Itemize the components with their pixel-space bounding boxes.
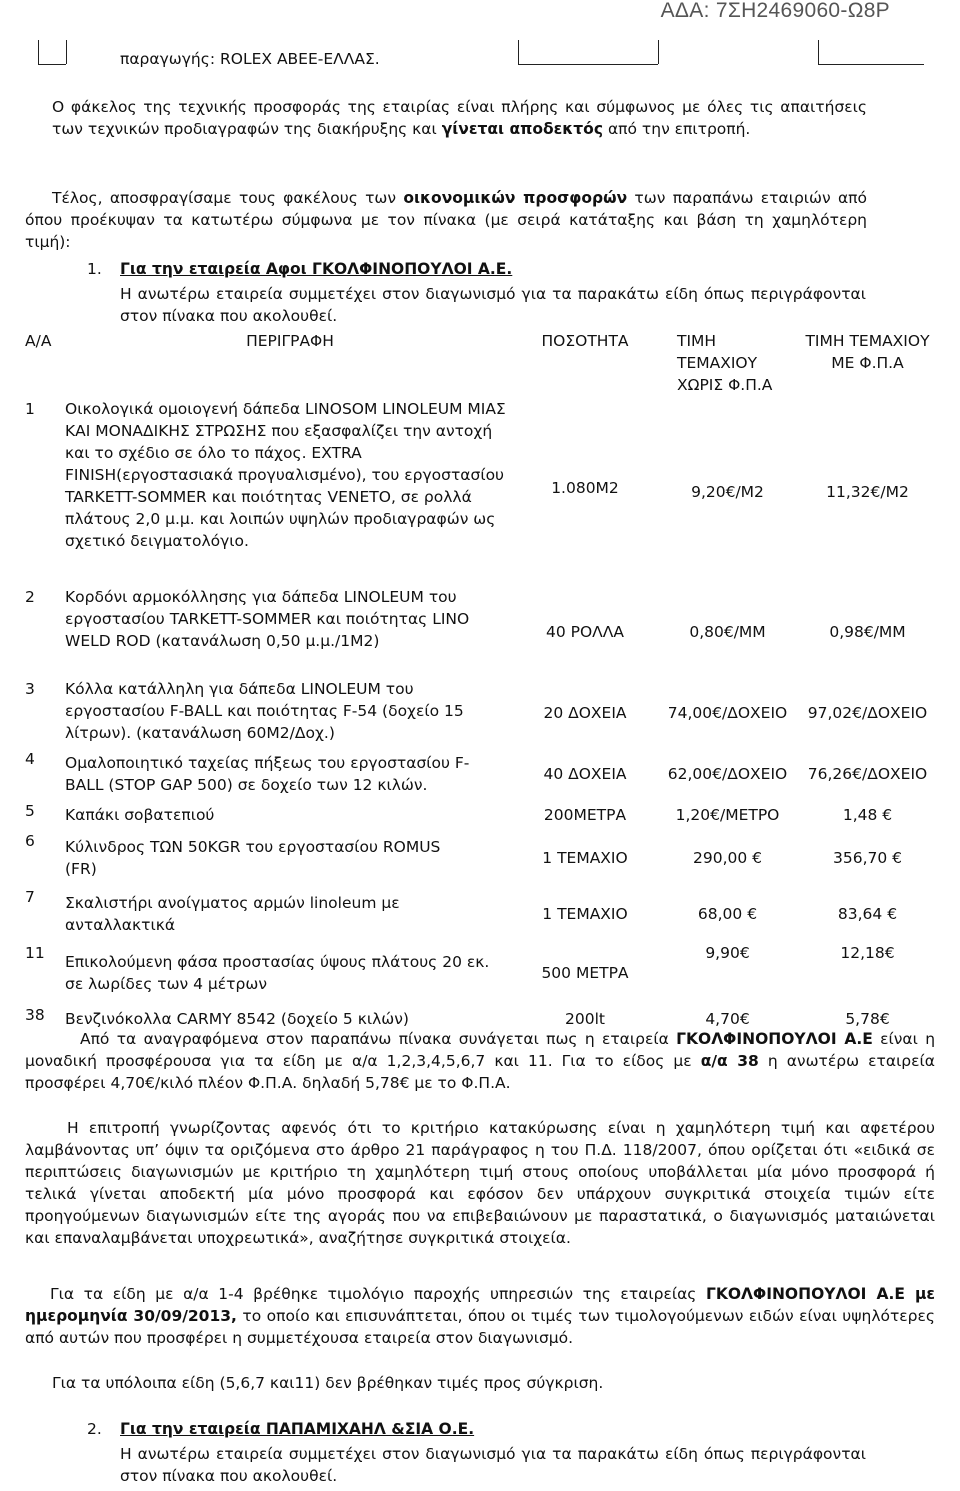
company1-number: 1. <box>87 260 102 278</box>
header-price: ΤΙΜΗ ΤΕΜΑΧΙΟΥ ΧΩΡΙΣ Φ.Π.Α <box>677 332 773 394</box>
row-quantity: 500 ΜΕΤΡΑ <box>541 964 629 982</box>
row-price-vat: 97,02€/ΔΟΧΕΙΟ <box>807 704 928 722</box>
company2-description: Η ανωτέρω εταιρεία συμμετέχει στον διαγωνισμό για τα παρακάτω είδη όπως περιγράφονται στον πίνακα που ακολουθεί. <box>120 1445 866 1485</box>
row-aa: 38 <box>25 1006 45 1024</box>
header-aa: Α/Α <box>25 332 52 350</box>
row-price: 74,00€/ΔΟΧΕΙΟ <box>667 704 788 722</box>
row-price: 9,20€/Μ2 <box>691 483 764 501</box>
row-price: 68,00 € <box>697 905 758 923</box>
table-row <box>25 830 935 886</box>
manufacturer-line: παραγωγής: ROLEX ΑΒΕΕ-ΕΛΛΑΣ. <box>120 50 380 68</box>
row-aa: 7 <box>25 888 35 906</box>
row-aa: 6 <box>25 832 35 850</box>
financial-offers-paragraph: Τέλος, αποσφραγίσαμε τους φακέλους των οικονομικών προσφορών των παραπάνω εταιριών από όπου προέκυψαν τα κατωτέρω σύμφωνα με τον πίνακα (με σειρά κατάταξης και βάση τη χαμηλότερη τιμή): <box>25 189 867 251</box>
row-price-vat: 5,78€ <box>845 1010 890 1028</box>
row-quantity: 200ΜΕΤΡΑ <box>543 806 627 824</box>
table-row <box>25 886 935 942</box>
row-aa: 4 <box>25 750 35 768</box>
row-price: 1,20€/ΜΕΤΡΟ <box>675 806 780 824</box>
row-price-vat: 83,64 € <box>837 905 898 923</box>
table-row <box>25 398 935 586</box>
row-description: Κόλλα κατάλληλη για δάπεδα LINOLEUM του εργοστασίου F-BALL και ποιότητας F-54 (δοχείο 15 λίτρων). (κατανάλωση 60Μ2/Δοχ.) <box>65 680 464 742</box>
row-description: Επικολούμενη φάσα προστασίας ύψους πλάτους 20 εκ. σε λωρίδες των 4 μέτρων <box>65 953 490 993</box>
company2-name: Για την εταιρεία ΠΑΠΑΜΙΧΑΗΛ &ΣΙΑ Ο.Ε. <box>120 1420 475 1438</box>
row-price: 4,70€ <box>705 1010 750 1028</box>
conclusion-paragraph-4: Για τα υπόλοιπα είδη (5,6,7 και11) δεν βρέθηκαν τιμές προς σύγκριση. <box>52 1374 604 1392</box>
row-price: 62,00€/ΔΟΧΕΙΟ <box>667 765 788 783</box>
offers-table <box>25 330 935 1034</box>
row-price-vat: 76,26€/ΔΟΧΕΙΟ <box>807 765 928 783</box>
header-description: ΠΕΡΙΓΡΑΦΗ <box>246 332 334 350</box>
row-description: Οικολογικά ομοιογενή δάπεδα LINOSOM LINOLEUM ΜΙΑΣ ΚΑΙ ΜΟΝΑΔΙΚΗΣ ΣΤΡΩΣΗΣ που εξασφαλίζει την αντοχή και το σχέδιο σε όλο το πάχος. EXTRA FINISH(εργοστασιακά προγυαλισμένο), του εργοστασίου TARKETT-SOMMER και ποιότητας VENETO, σε ρολλά πλάτους 2,0 μ.μ. και λοιπών υψηλών προδιαγραφών ως σχετικό δειγματολόγιο. <box>65 400 506 550</box>
row-price-vat: 12,18€ <box>840 944 895 962</box>
row-quantity: 1 ΤΕΜΑΧΙΟ <box>542 849 628 867</box>
table-row <box>25 586 935 678</box>
row-description: Βενζινόκολλα CARMY 8542 (δοχείο 5 κιλών) <box>65 1010 409 1028</box>
row-price: 9,90€ <box>705 944 750 962</box>
company2-number: 2. <box>87 1420 102 1438</box>
row-aa: 2 <box>25 588 35 606</box>
row-price: 290,00 € <box>692 849 763 867</box>
row-aa: 11 <box>25 944 45 962</box>
row-aa: 5 <box>25 802 35 820</box>
conclusion-paragraph-2: Η επιτροπή γνωρίζοντας αφενός ότι το κριτήριο κατακύρωσης είναι η χαμηλότερη τιμή και αφετέρου λαμβάνοντας υπ’ όψιν τα οριζόμενα στο άρθρο 21 παράγραφος η του Π.Δ. 118/2007, όπου ορίζεται ότι «ειδικά σε περιπτώσεις διαγωνισμών με κριτήριο τη χαμηλότερη τιμή στους οποίους υποβάλλεται μία μόνο προσφορά ή τελικά γίνεται αποδεκτή μία μόνο προσφορά και εφόσον δεν υπάρχουν συγκριτικά στοιχεία τιμών είτε προηγούμενων διαγωνισμών είτε της αγοράς που να επιβεβαιώνουν με παραστατικά, ο διαγωνισμός ματαιώνεται και επαναλαμβάνεται υποχρεωτικά», αναζήτησε συγκριτικά στοιχεία. <box>25 1119 935 1247</box>
row-price: 0,80€/ΜΜ <box>689 623 766 641</box>
row-description: Ομαλοποιητικό ταχείας πήξεως του εργοστασίου F-BALL (STOP GAP 500) σε δοχείο των 12 κιλών. <box>65 754 470 794</box>
row-price-vat: 1,48 € <box>842 806 893 824</box>
company1-description: Η ανωτέρω εταιρεία συμμετέχει στον διαγωνισμό για τα παρακάτω είδη όπως περιγράφονται στον πίνακα που ακολουθεί. <box>120 285 866 325</box>
header-price-vat: ΤΙΜΗ ΤΕΜΑΧΙΟΥ ΜΕ Φ.Π.Α <box>805 332 930 372</box>
row-quantity: 40 ΔΟΧΕΙΑ <box>543 765 627 783</box>
ada-code: ΑΔΑ: 7ΣΗ2469060-Ω8Ρ <box>660 0 890 22</box>
company1-name: Για την εταιρεία Αφοι ΓΚΟΛΦΙΝΟΠΟΥΛΟΙ Α.Ε. <box>120 260 513 278</box>
conclusion-paragraph-1: Από τα αναγραφόμενα στον παραπάνω πίνακα συνάγεται πως η εταιρεία ΓΚΟΛΦΙΝΟΠΟΥΛΟΙ Α.Ε είναι η μοναδική προσφέρουσα για τα είδη με α/α 1,2,3,4,5,6,7 και 11. Για το είδος με α/α 38 η ανωτέρω εταιρεία προσφέρει 4,70€/κιλό πλέον Φ.Π.Α. δηλαδή 5,78€ με το Φ.Π.Α. <box>25 1030 936 1092</box>
row-quantity: 1.080Μ2 <box>551 479 619 497</box>
table-row <box>25 800 935 830</box>
row-aa: 3 <box>25 680 35 698</box>
row-quantity: 40 ΡΟΛΛΑ <box>545 623 624 641</box>
row-price-vat: 11,32€/Μ2 <box>826 483 909 501</box>
header-quantity: ΠΟΣΟΤΗΤΑ <box>541 332 629 350</box>
row-price-vat: 0,98€/ΜΜ <box>829 623 906 641</box>
row-description: Καπάκι σοβατεπιού <box>65 806 215 824</box>
row-description: Κορδόνι αρμοκόλλησης για δάπεδα LINOLEUM του εργοστασίου TARKETT-SOMMER και ποιότητας LINO WELD ROD (κατανάλωση 0,50 μ.μ./1Μ2) <box>65 588 470 650</box>
row-description: Σκαλιστήρι ανοίγματος αρμών linoleum με ανταλλακτικά <box>65 894 400 934</box>
row-quantity: 200lt <box>565 1010 605 1028</box>
table-header-row <box>25 330 935 398</box>
row-quantity: 1 ΤΕΜΑΧΙΟ <box>542 905 628 923</box>
table-row <box>25 748 935 800</box>
table-row <box>25 942 935 1004</box>
technical-offer-paragraph: Ο φάκελος της τεχνικής προσφοράς της εταιρίας είναι πλήρης και σύμφωνος με όλες τις απαιτήσεις των τεχνικών προδιαγραφών της διακήρυξης και γίνεται αποδεκτός από την επιτροπή. <box>52 98 867 138</box>
row-description: Κύλινδρος ΤΩΝ 50KGR του εργοστασίου ROMUS (FR) <box>65 838 441 878</box>
row-price-vat: 356,70 € <box>832 849 903 867</box>
table-row <box>25 678 935 748</box>
row-aa: 1 <box>25 400 35 418</box>
conclusion-paragraph-3: Για τα είδη με α/α 1-4 βρέθηκε τιμολόγιο παροχής υπηρεσιών της εταιρείας ΓΚΟΛΦΙΝΟΠΟΥΛΟΙ Α.Ε με ημερομηνία 30/09/2013, το οποίο και επισυνάπτεται, όπου οι τιμές των τιμολογούμενων ειδών είναι υψηλότερες από αυτών που προσφέρει η συμμετέχουσα εταιρεία στον διαγωνισμό. <box>25 1285 936 1347</box>
row-quantity: 20 ΔΟΧΕΙΑ <box>543 704 627 722</box>
